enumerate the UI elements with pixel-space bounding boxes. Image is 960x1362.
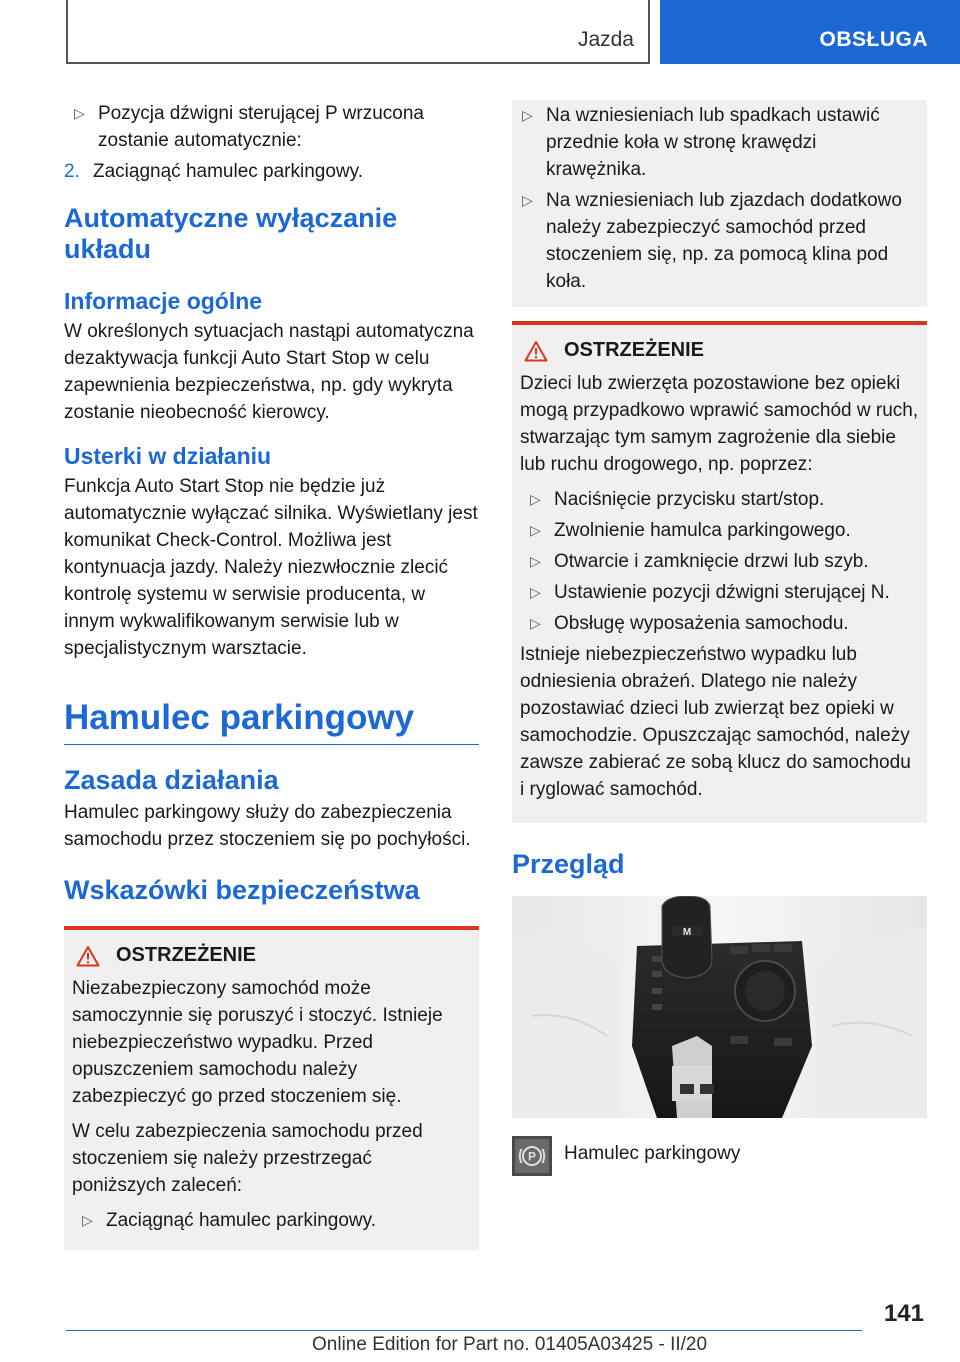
heading-parking-brake: Hamulec parkingowy [64,698,479,745]
list-item [512,187,919,295]
m-logo-text: M [682,927,692,938]
warning-title [72,944,471,967]
triangle-bullet-icon: ▷ [522,192,533,208]
triangle-bullet-icon: ▷ [530,553,541,569]
list-item [520,486,919,513]
parking-brake-icon [512,1136,552,1176]
warning-box [512,321,927,823]
header-chapter-label: OBSŁUGA [819,28,928,51]
list-item-text: Obsługę wyposażenia samochodu. [554,613,849,634]
list-item-text: Na wzniesieniach lub zjazdach dodatkowo należy zabezpieczyć samochód przed stoczeniem się, np. za pomocą klina pod koła. [546,190,902,292]
list-item-text: Zwolnienie hamulca parkingowego. [554,520,851,541]
warning-triangle-icon [76,945,100,967]
list-item [520,579,919,606]
list-item [512,102,919,183]
paragraph-general-info: W określonych sytuacjach nastąpi automatyczna dezaktywacja funkcji Auto Start Stop w celu zapewnienia bezpieczeństwa, np. gdy wykryta zostanie nieobecność kierowcy. [64,321,474,423]
warning-title-text: OSTRZEŻENIE [116,944,257,966]
header-section-box [66,0,650,64]
svg-text:P: P [527,1149,537,1164]
warning-paragraph: Dzieci lub zwierzęta pozostawione bez opieki mogą przypadkowo wprawić samochód w ruch, stwarzając tym samym zagrożenie dla siebie lub ruchu drogowego, np. poprzez: [520,373,919,475]
header-section-label: Jazda [577,28,634,51]
heading-principle: Zasada działania [64,765,279,795]
triangle-bullet-icon: ▷ [530,491,541,507]
left-column [64,100,479,1250]
list-item [520,610,919,637]
list-item [64,100,479,154]
heading-safety: Wskazówki bezpieczeństwa [64,875,420,905]
heading-overview: Przegląd [512,849,625,879]
list-item-text: Pozycja dźwigni sterującej P wrzucona zostanie automatycznie: [98,103,424,151]
warning-triangle-icon [524,340,548,362]
warning-paragraph: Niezabezpieczony samochód może samoczynnie się poruszyć i stoczyć. Istnieje niebezpieczeństwo wypadku. Przed opuszczeniem samochodu należy zabezpieczyć go przed stoczeniem się. [72,978,443,1107]
figure-caption: Hamulec parkingowy [564,1143,741,1164]
step-number: 2. [64,161,80,182]
paragraph-principle: Hamulec parkingowy służy do zabezpieczenia samochodu przez stoczeniem się po pochyłości. [64,802,471,850]
heading-general-info: Informacje ogólne [64,288,263,314]
triangle-bullet-icon: ▷ [530,584,541,600]
warning-title-text: OSTRZEŻENIE [564,339,705,361]
list-item-text: Naciśnięcie przycisku start/stop. [554,489,825,510]
triangle-bullet-icon: ▷ [530,615,541,631]
list-item-text: Na wzniesieniach lub spadkach ustawić przednie koła w stronę krawędzi krawężnika. [546,105,880,180]
list-item [72,1207,471,1234]
warning-paragraph: Istnieje niebezpieczeństwo wypadku lub odniesienia obrażeń. Dlatego nie należy pozostawiać dzieci lub zwierząt bez opieki w samochodzie. Opuszczając samochód, należy zawsze zabierać ze sobą klucz do samochodu i ryglować samochód. [520,644,911,800]
heading-faults: Usterki w działaniu [64,443,272,469]
header-chapter-tab[interactable] [660,0,960,64]
list-item-text: Otwarcie i zamknięcie drzwi lub szyb. [554,551,869,572]
heading-auto-off: Automatyczne wyłączanie układu [64,203,398,264]
triangle-bullet-icon: ▷ [82,1212,93,1228]
footer-edition-text: Online Edition for Part no. 01405A03425 - II/20 [312,1334,708,1355]
warning-paragraph: W celu zabezpieczenia samochodu przed stoczeniem się należy przestrzegać poniższych zaleceń: [72,1121,423,1196]
footer-divider [66,1330,862,1331]
triangle-bullet-icon: ▷ [522,107,533,123]
continued-note-box [512,100,927,307]
step-text: Zaciągnąć hamulec parkingowy. [93,161,364,182]
triangle-bullet-icon: ▷ [74,105,85,121]
caption-row [512,1136,927,1176]
warning-title [520,339,919,362]
list-item-text: Zaciągnąć hamulec parkingowy. [106,1210,377,1231]
list-item [520,517,919,544]
right-column [512,100,927,1176]
triangle-bullet-icon: ▷ [530,522,541,538]
paragraph-faults: Funkcja Auto Start Stop nie będzie już automatycznie wyłączać silnika. Wyświetlany jest komunikat Check-Control. Możliwa jest kontynuacja jazdy. Należy niezwłocznie zlecić kontrolę systemu w serwisie producenta, w innym wykwalifikowanym serwisie lub w specjalistycznym warsztacie. [64,476,478,659]
numbered-step [64,158,479,185]
page-number: 141 [883,1300,924,1327]
list-item [520,548,919,575]
list-item-text: Ustawienie pozycji dźwigni sterującej N. [554,582,890,603]
center-console-photo [512,896,927,1118]
warning-box [64,926,479,1250]
